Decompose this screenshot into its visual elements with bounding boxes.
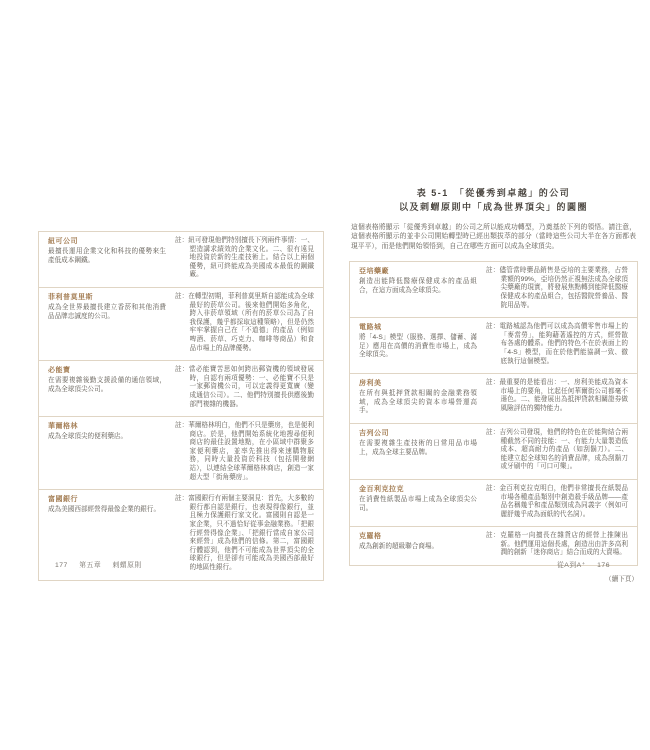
table-row	[350, 317, 637, 373]
company-concept: 在需要複雜後勤支援設備的通信領域，成為全球頂尖公司。	[48, 377, 166, 393]
company-concept: 最擅長運用企業文化和科技的優勢來生產低成本鋼鐵。	[48, 248, 166, 264]
table-row	[39, 287, 323, 360]
note-cell	[486, 429, 628, 472]
note-cell	[175, 293, 314, 353]
company-note: 註：最重要的是能看出：一、房利美能成為資本市場上的要角，比起任何華爾街公司都毫不遜色。二、能發展出為抵押貸款相關證券做風險評估的獨特能力。	[486, 379, 628, 412]
company-cell	[359, 485, 477, 519]
company-note: 註：金百利克拉克明白，他們非常擅長在紙製品市場各種產品類別中創造殺手級品牌——產品名稱幾乎和產品類別成為同義字（例如可麗舒幾乎成為面紙的代名詞）。	[486, 484, 628, 518]
left-page-footer	[55, 559, 142, 569]
company-name: 克羅格	[359, 533, 382, 541]
company-concept: 成為創新的超級聯合商場。	[359, 543, 439, 551]
company-name: 紐可公司	[48, 238, 78, 245]
company-note: 註：電路城認為他們可以成為高價零售市場上的「麥當勞」，能夠藉著遙控的方式，經營散布各處的體系。他們的特色不在於表面上的「4-S」模型，而在於他們能協調一致、徹底執行這個模型。	[486, 323, 628, 365]
company-concept: 成為全世界最擅長建立香菸和其他消費品品牌忠誠度的公司。	[48, 303, 166, 320]
table-row	[350, 373, 637, 423]
company-cell	[48, 293, 166, 353]
company-concept: 成為美國西部經營得最像企業的銀行。	[48, 506, 161, 514]
company-name: 富國銀行	[48, 496, 78, 504]
chapter-title: 刺蝟原則	[112, 562, 142, 569]
book-title: 從A到A⁺	[557, 562, 586, 569]
company-note: 註：在轉型初期，菲利普莫里斯自認能成為全球最好的菸草公司。後來他們開始多角化，跨入非菸草領域（所有的菸草公司為了自我保護，幾乎都採取這種策略），但是仍然牢牢掌握自己在「不道德」的產品（例如啤酒、菸草、巧克力、咖啡等商品）和食品市場上的品牌優勢。	[175, 292, 314, 352]
company-note: 註：克羅格一向擅長在雜貨店的經營上推陳出新。他們運用這個長處，創造出由許多高利潤的創新「迷你商店」結合而成的大賣場。	[486, 532, 628, 557]
table-title-line2: 以及刺蝟原則中「成為世界頂尖」的圓圈	[398, 202, 588, 212]
company-name: 華爾格林	[48, 423, 78, 431]
table-row	[39, 232, 323, 287]
note-cell	[486, 323, 628, 366]
company-cell	[359, 267, 477, 310]
company-concept: 創造出能降低醫療保健成本的產品組合，在這方面成為全球頂尖。	[359, 278, 477, 294]
company-cell	[359, 532, 477, 558]
company-cell	[359, 379, 477, 416]
chapter-label: 第五章	[79, 562, 102, 569]
company-cell	[359, 429, 477, 472]
company-name: 亞培藥廠	[359, 268, 389, 276]
note-cell	[175, 495, 314, 572]
company-concept: 在需要複雜生產技術的日常用品市場上，成為全球主要品牌。	[359, 439, 477, 456]
company-cell	[48, 366, 166, 409]
right-page-number: 176	[597, 562, 610, 569]
company-concept: 在消費性紙製品市場上成為全球頂尖公司。	[359, 495, 477, 512]
table-row	[350, 262, 637, 317]
company-note: 註：紐可發現他們特別擅長下列兩件事情：一、塑造講求績效的企業文化。二、很有遠見地投資於新的生產技術上。結合以上兩個優勢，紐可終能成為美國成本最低的鋼鐵廠。	[175, 237, 314, 279]
company-cell	[48, 237, 166, 280]
company-concept: 將「4-S」模型（服務、選擇、儲蓄、滿足）應用在高價的消費性市場上，成為全球頂尖。	[359, 334, 477, 359]
table-row	[350, 423, 637, 479]
left-page-number: 177	[55, 562, 68, 569]
companies-table	[349, 261, 638, 566]
note-cell	[175, 237, 314, 280]
left-page	[38, 231, 324, 581]
company-cell	[48, 422, 166, 482]
company-note: 註：吉列公司發現，他們的特色在於能夠結合兩種截然不同的技能：一、有能力大量製造低成本、超高耐力的產品（如刮鬍刀）。二、能建立起全球知名的消費品牌，成為刮鬍刀或牙刷中的「可口可樂」。	[486, 428, 628, 471]
right-page-footer	[557, 559, 610, 569]
note-cell	[486, 379, 628, 416]
table-title-line1: 表 5-1 「從優秀到卓越」的公司	[416, 188, 571, 198]
table-row	[39, 416, 323, 489]
note-cell	[486, 532, 628, 558]
companies-table-continued	[38, 231, 324, 581]
right-page	[349, 186, 638, 583]
note-cell	[486, 485, 628, 519]
company-note: 註：華爾格林明白，他們不只是藥房，也是便利商店。於是，他們開始系統化地搜尋便利商店的最佳設置地點，在小區域中群聚多家便利藥店，並率先推出得來速購物服務，同時大量投資於科技（包括開發網站），以連結全球華爾格林商店，創造一家超大型「街角藥房」。	[175, 422, 314, 481]
company-concept: 在所有與抵押貸款相關的金融業務領域，成為全球頂尖的資本市場營運高手。	[359, 390, 477, 415]
company-name: 必能寶	[48, 367, 71, 375]
company-note: 註：當必能寶苦思如何跨出郵資機的領域發展時，自認有兩項優勢：一、必能寶不只是一家郵資機公司，可以定義得更寬廣（變成通信公司）。二、他們特別擅長供應後勤部門複雜的機器。	[175, 366, 314, 408]
company-name: 金百利克拉克	[359, 485, 404, 493]
note-cell	[486, 267, 628, 310]
company-cell	[359, 323, 477, 366]
company-name: 電路城	[359, 324, 382, 332]
company-note: 註：儘管當時藥品銷售是亞培的主要業務，占營業額的99%，亞培仍然正視無法成為全球頂尖藥廠的現實，將發展焦點轉到能降低醫療保健成本的產品組合，包括醫院營養品、醫院用品等。	[486, 267, 628, 309]
note-cell	[175, 422, 314, 482]
table-row	[39, 360, 323, 416]
table-row	[350, 479, 637, 526]
company-note: 註：富國銀行有兩個主要洞見：首先，大多數的銀行都自認是銀行，也表現得像銀行，並且極力保護銀行家文化。富國則自認是一家企業，只不過恰好從事金融業務。「把銀行經營得像企業」、「把銀行當成自家公司來經營」成為他們的信條。第二，富國銀行體認到，他們不可能成為世界頂尖的全球銀行，但是卻有可能成為美國西部最好的地區性銀行。	[175, 495, 314, 571]
note-cell	[175, 366, 314, 409]
company-concept: 成為全球頂尖的便利藥店。	[48, 433, 128, 441]
company-name: 菲利普莫里斯	[48, 293, 93, 301]
company-name: 房利美	[359, 380, 382, 388]
table-intro-paragraph: 這個表格將顯示「從優秀到卓越」的公司之所以能成功轉型，乃奠基於下列的領悟。請注意，這個表格所顯示的並非公司開始轉型時已經出類拔萃的部分（當時這些公司大半在各方面都表現平平），而是他們開始領悟到，自己在哪些方面可以成為全球頂尖。	[351, 224, 636, 250]
continued-next-page-note: （續下頁）	[605, 576, 638, 584]
company-name: 吉列公司	[359, 429, 389, 437]
